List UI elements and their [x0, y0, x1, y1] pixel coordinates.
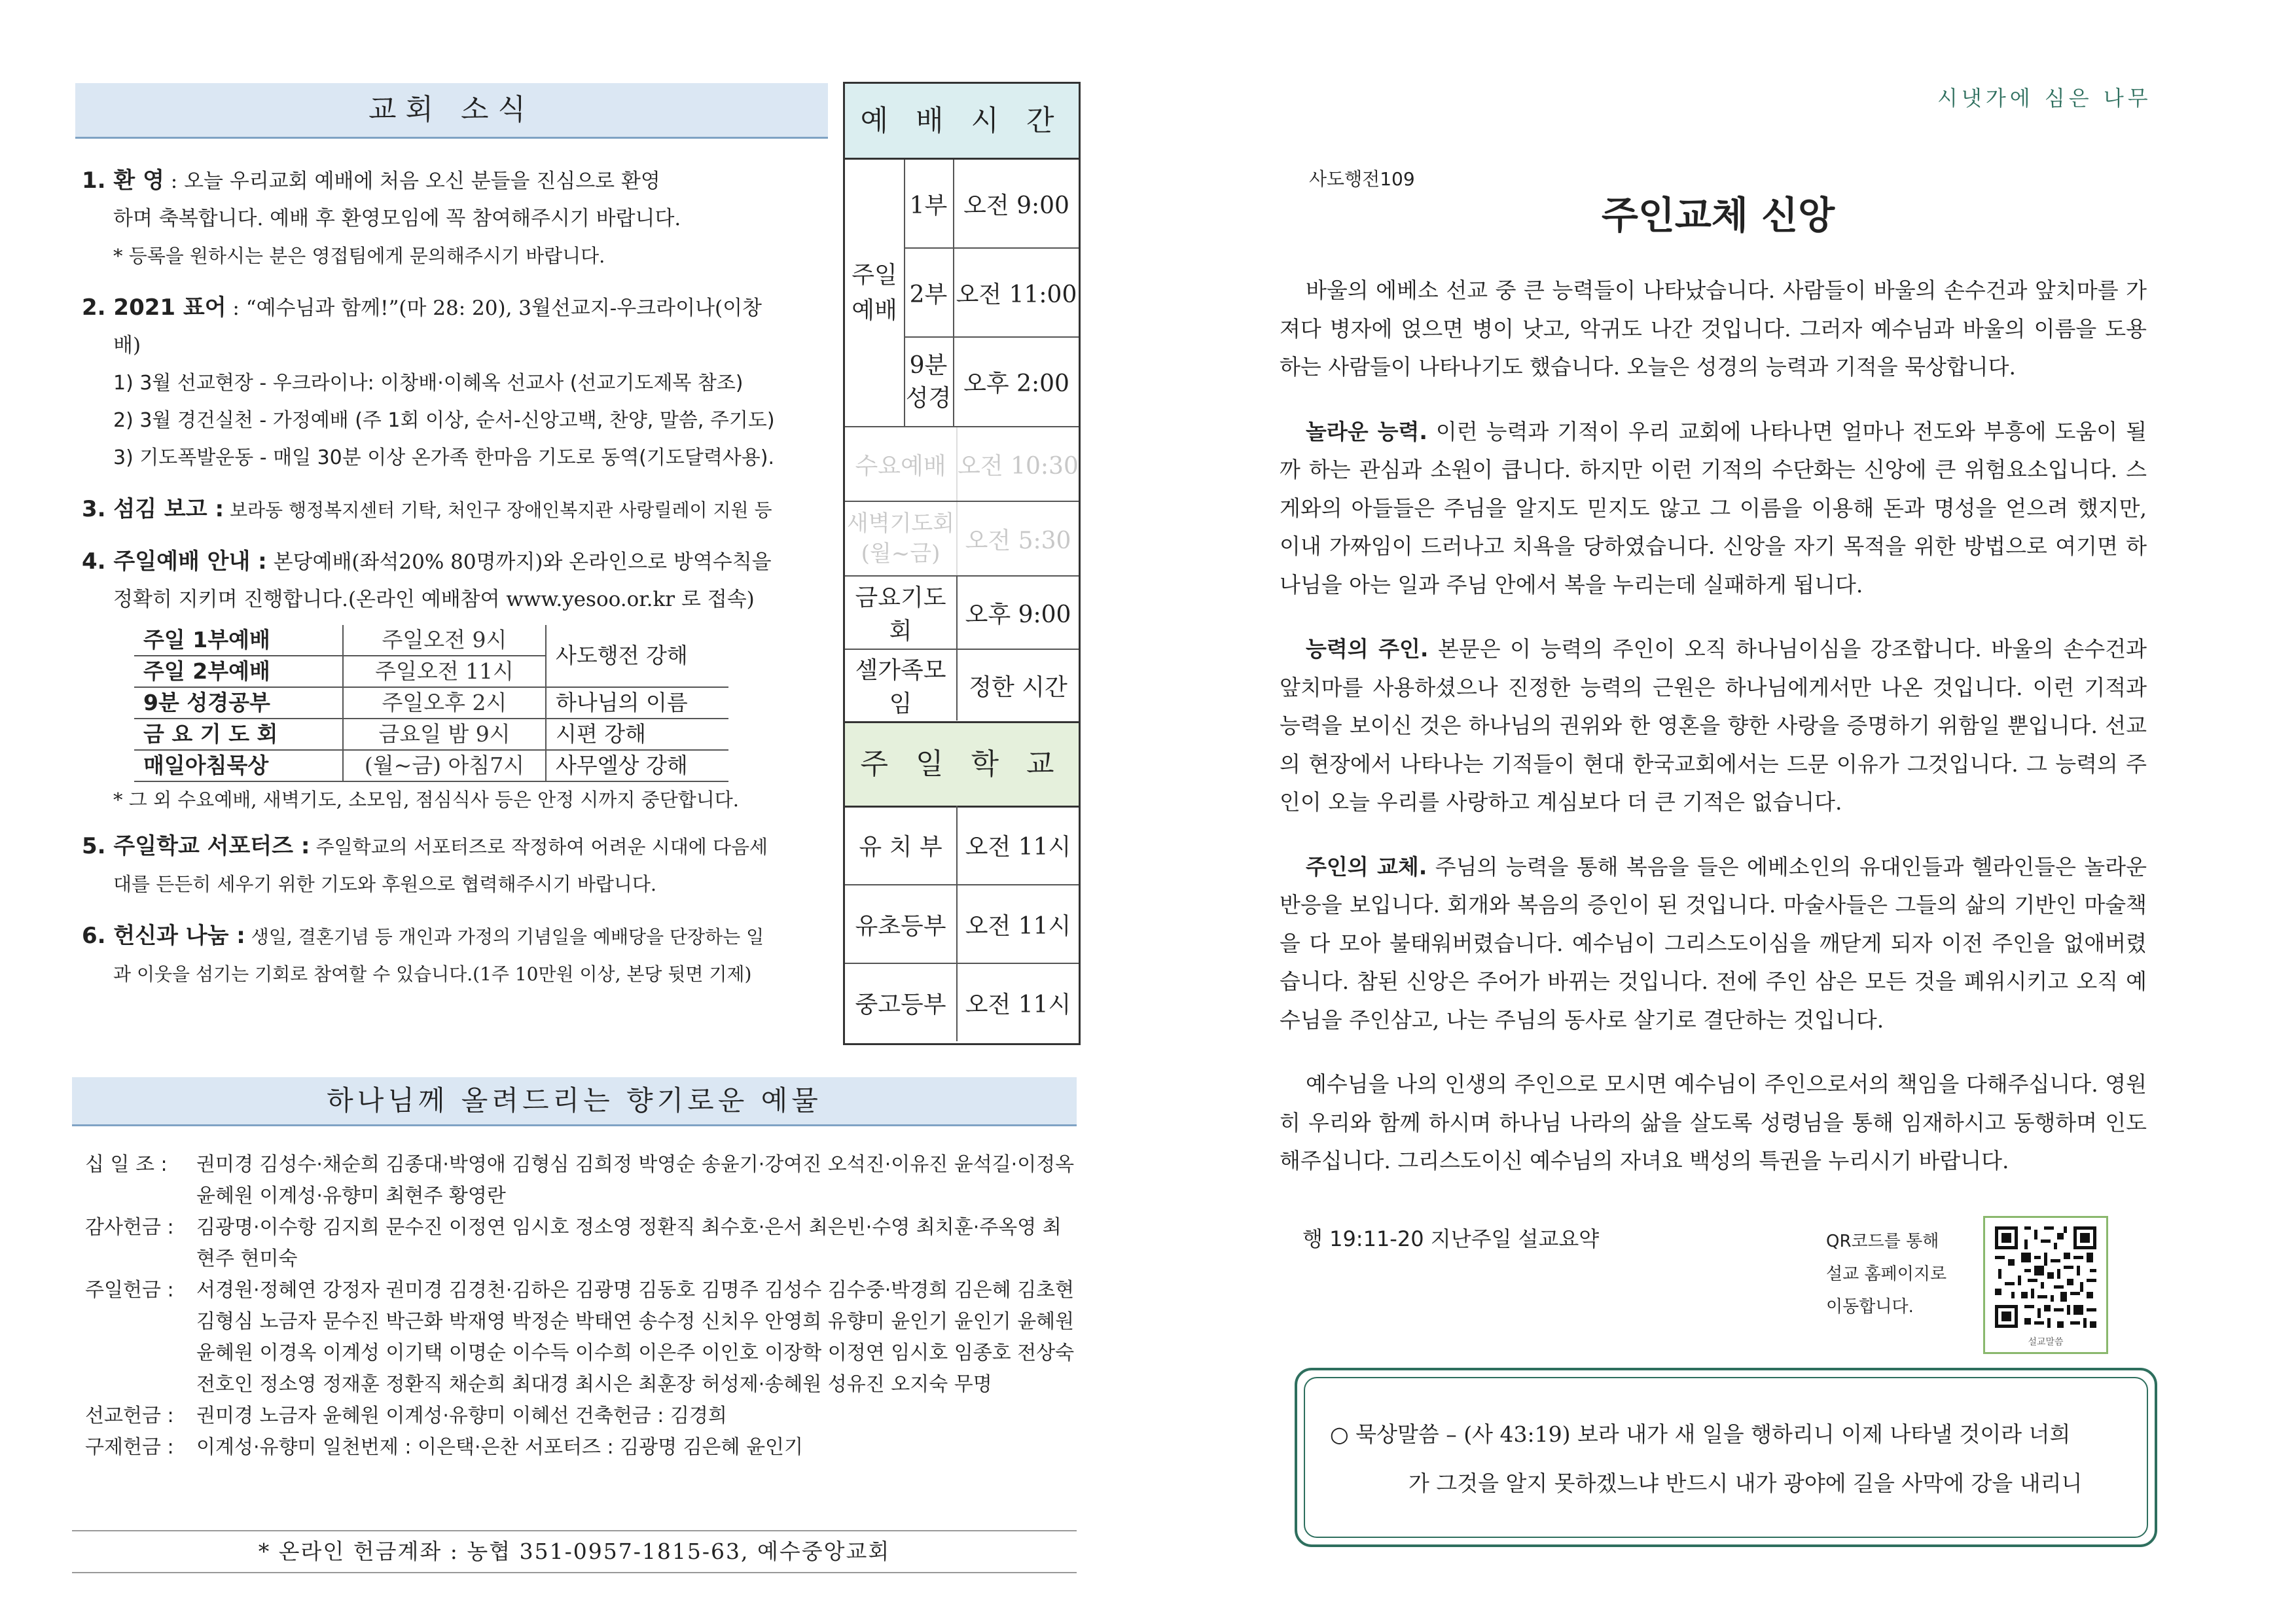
news-item-text: : 오늘 우리교회 예배에 처음 오신 분들을 진심으로 환영	[164, 169, 660, 193]
service-label: 금요기도회	[845, 577, 958, 649]
wednesday-row	[845, 427, 1079, 502]
offering-names: 권미경 노금자 윤혜원 이계성·유향미 이혜선 건축헌금 : 김경희	[196, 1404, 727, 1427]
news-item-note: * 등록을 원하시는 분은 영접팀에게 문의해주시기 바랍니다.	[113, 245, 605, 267]
news-item-heading: 1. 환 영	[82, 168, 164, 194]
offering-row-mission	[85, 1400, 1080, 1432]
schedule-time: 주일오후 2시	[343, 687, 546, 719]
table-row	[134, 719, 728, 750]
school-row-elementary	[845, 885, 1079, 964]
paragraph-lead: 놀라운 능력.	[1306, 418, 1427, 444]
meditation-verse-text	[1330, 1410, 2122, 1508]
offerings-header	[72, 1077, 1077, 1126]
schedule-note: 시편 강해	[546, 719, 728, 750]
service-label: 셀가족모임	[845, 650, 958, 721]
sunday-row-3	[904, 338, 1079, 427]
service-time: 오전 9:00	[963, 192, 1069, 219]
table-row	[134, 750, 728, 781]
news-item-heading: 4. 주일예배 안내 :	[82, 548, 267, 575]
brand-title: 시냇가에 심은 나무	[1937, 86, 2152, 111]
service-time: 오후 2:00	[963, 370, 1069, 397]
worship-schedule-table	[134, 625, 728, 782]
paragraph-lead: 주인의 교체.	[1306, 853, 1427, 880]
sermon-paragraph	[1280, 1065, 2147, 1181]
school-label: 유초등부	[845, 885, 958, 963]
sermon-reference: 사도행전109	[1309, 168, 1415, 190]
sunday-row-2	[904, 249, 1079, 338]
school-row-youth	[845, 964, 1079, 1041]
offering-key: 구제헌금 :	[85, 1436, 174, 1459]
offering-row-tithe	[85, 1149, 1080, 1212]
service-time: 오전 5:30	[965, 527, 1071, 554]
schedule-time: 주일오전 11시	[343, 656, 546, 687]
service-label: 2부	[904, 249, 954, 336]
offering-row-relief	[85, 1432, 1080, 1463]
news-item-continuation: 배)	[113, 334, 141, 357]
sermon-paragraph	[1280, 848, 2147, 1040]
worship-times-panel	[843, 82, 1081, 1045]
qr-caption-line: 설교 홈페이지로	[1826, 1264, 1947, 1284]
news-item-worship-guide	[82, 543, 821, 618]
verse-line: ○ 묵상말씀 – (사 43:19) 보라 내가 새 일을 행하리니 이제 나타낼 것이라 너희	[1330, 1421, 2071, 1447]
service-time: 오후 9:00	[965, 601, 1071, 628]
schedule-time: (월~금) 아침7시	[343, 750, 546, 781]
sermon-title: 주인교체 신앙	[1601, 193, 1835, 238]
sermon-summary-label: 행 19:11-20 지난주일 설교요약	[1302, 1226, 1600, 1251]
friday-prayer-row	[845, 577, 1079, 650]
schedule-note: 사무엘상 강해	[546, 750, 728, 781]
offering-names: 서경원·정혜연 강정자 권미경 김경천·김하은 김광명 김동호 김명주 김성수 김수중·박경희 김은혜 김초현 김형심 노금자 문수진 박근화 박재영 박정순 박태연 송수정 신치우 안영희 유향미 윤인기 윤인기 윤혜원 윤혜원 이경옥 이계성 이기택 이명순 이수득 이수희 이은주 이인호 이장학 이정연 임시호 임종호 전상숙 전호인 정소영 정재훈 정환직 채순희 최대경 최시은 최훈장 허성제·송혜원 성유진 오지숙 무명	[196, 1279, 1075, 1396]
schedule-note: 사도행전 강해	[546, 625, 728, 687]
school-row-kindergarten	[845, 806, 1079, 885]
schedule-note: 하나님의 이름	[546, 687, 728, 719]
service-label: 새벽기도회 (월~금)	[845, 502, 958, 575]
offering-names: 이계성·유향미 일천번제 : 이은택·은찬 서포터즈 : 김광명 김은혜 윤인기	[196, 1436, 804, 1459]
offering-names: 김광명·이수항 김지희 문수진 이정연 임시호 정소영 정환직 최수호·은서 최은빈·수영 최치훈·주옥영 최현주 현미숙	[196, 1216, 1062, 1270]
schedule-time: 금요일 밤 9시	[343, 719, 546, 750]
school-time: 오전 11시	[965, 991, 1071, 1018]
school-time: 오전 11시	[965, 912, 1071, 940]
sermon-paragraph	[1280, 272, 2147, 387]
news-item-motto	[82, 289, 821, 476]
news-item-text: 본당예배(좌석20% 80명까지)와 온라인으로 방역수칙을	[266, 550, 772, 574]
offering-key: 십 일 조 :	[85, 1153, 168, 1176]
school-time: 오전 11시	[965, 833, 1071, 861]
news-item-service-report	[82, 491, 821, 529]
paragraph-text: 주님의 능력을 통해 복음을 들은 에베소인의 유대인들과 헬라인들은 놀라운 반응을 보입니다. 회개와 복음의 증인이 된 것입니다. 마술사들은 그들의 삶의 기반인 마술책을 다 모아 불태워버렸습니다. 예수님이 그리스도이심을 깨닫게 되자 이전 주인을 없애버렸습니다. 참된 신앙은 주어가 바뀌는 것입니다. 전에 주인 삼은 모든 것을 폐위시키고 오직 예수님을 주인삼고, 나는 주님의 동사로 살기로 결단하는 것입니다.	[1280, 853, 2147, 1033]
offering-names: 권미경 김성수·채순희 김종대·박영애 김형심 김희정 박영순 송윤기·강여진 오석진·이유진 윤석길·이정옥 윤혜원 이계성·유향미 최현주 황영란	[196, 1153, 1075, 1207]
schedule-name: 주일 2부예배	[134, 656, 343, 687]
motto-sub-item: 2) 3월 경건실천 - 가정예배 (주 1회 이상, 순서-신앙고백, 찬양, 말씀, 주기도)	[113, 409, 775, 432]
offering-key: 선교헌금 :	[85, 1404, 174, 1427]
offering-row-sunday	[85, 1275, 1080, 1400]
news-item-continuation: 정확히 지키며 진행합니다.(온라인 예배참여 www.yesoo.or.kr 로 접속)	[113, 588, 755, 611]
paragraph-lead: 능력의 주인.	[1306, 636, 1429, 662]
church-news-list	[82, 162, 821, 633]
news-item-text: 보라동 행정복지센터 기탁, 처인구 장애인복지관 사랑릴레이 지원 등	[224, 499, 772, 521]
service-label: 수요예배	[845, 427, 958, 501]
sunday-worship-label: 주일 예배	[852, 261, 897, 324]
meditation-verse-box	[1295, 1368, 2157, 1547]
service-time: 정한 시간	[969, 673, 1067, 701]
cell-meeting-row	[845, 650, 1079, 721]
dawn-prayer-row	[845, 502, 1079, 577]
news-item-supporters	[82, 828, 821, 903]
paragraph-text: 바울의 에베소 선교 중 큰 능력들이 나타났습니다. 사람들이 바울의 손수건과 앞치마를 가져다 병자에 얹으면 병이 낫고, 악귀도 나간 것입니다. 그러자 예수님과 바울의 이름을 도용하는 사람들이 나타나기도 했습니다. 오늘은 성경의 능력과 기적을 묵상합니다.	[1280, 277, 2147, 380]
qr-label: 설교말씀	[2028, 1337, 2064, 1347]
news-item-welcome	[82, 162, 821, 275]
offerings-list	[85, 1149, 1080, 1463]
schedule-name: 금 요 기 도 회	[134, 719, 343, 750]
news-item-continuation: 대를 든든히 세우기 위한 기도와 후원으로 협력해주시기 바랍니다.	[113, 873, 657, 895]
schedule-name: 9분 성경공부	[134, 687, 343, 719]
news-item-heading: 3. 섬김 보고 :	[82, 496, 224, 522]
qr-caption-line: 이동합니다.	[1826, 1297, 1914, 1317]
qr-code-icon	[1992, 1223, 2100, 1331]
sunday-row-1	[904, 160, 1079, 249]
news-item-heading: 6. 헌신과 나눔 :	[82, 923, 245, 949]
table-row	[134, 687, 728, 719]
news-item-continuation: 하며 축복합니다. 예배 후 환영모임에 꼭 참여해주시기 바랍니다.	[113, 207, 681, 230]
news-item-text: : “예수님과 함께!”(마 28: 20), 3월선교지-우크라이나(이창	[226, 296, 762, 320]
service-time: 오전 11:00	[956, 281, 1077, 308]
offering-key: 주일헌금 :	[85, 1279, 174, 1302]
paragraph-text: 이런 능력과 기적이 우리 교회에 나타나면 얼마나 전도와 부흥에 도움이 될까 하는 관심과 소원이 큽니다. 하지만 이런 기적의 수단화는 신앙에 큰 위험요소입니다. 스게와의 아들들은 주님을 알지도 믿지도 않고 그 이름을 이용해 돈과 명성을 얻으려 했지만, 이내 가짜임이 드러나고 치욕을 당하였습니다. 신앙을 자기 목적을 위한 방법으로 여기면 하나님을 아는 일과 주님 안에서 복을 누리는데 실패하게 됩니다.	[1280, 418, 2147, 597]
news-item-text: 생일, 결혼기념 등 개인과 가정의 기념일을 예배당을 단장하는 일	[245, 926, 764, 948]
school-label: 유 치 부	[845, 806, 958, 884]
church-news-title: 교회 소식	[368, 93, 535, 126]
church-news-list-2	[82, 828, 821, 1007]
sermon-body	[1280, 272, 2147, 1207]
service-time: 오전 10:30	[958, 452, 1079, 480]
news-item-text: 주일학교의 서포터즈로 작정하여 어려운 시대에 다음세	[310, 836, 768, 858]
schedule-time: 주일오전 9시	[343, 625, 546, 656]
church-news-header	[75, 83, 828, 139]
offering-row-thanks	[85, 1212, 1080, 1275]
school-label: 중고등부	[845, 964, 958, 1041]
sunday-school-title: 주 일 학 교	[845, 721, 1079, 808]
offering-key: 감사헌금 :	[85, 1216, 174, 1239]
service-label: 9분 성경	[904, 338, 954, 426]
qr-caption-line: QR코드를 통해	[1826, 1232, 1939, 1251]
qr-code-link[interactable]	[1983, 1216, 2108, 1354]
sermon-paragraph	[1280, 413, 2147, 605]
verse-line: 가 그것을 알지 못하겠느냐 반드시 내가 광야에 길을 사막에 강을 내리니	[1408, 1471, 2083, 1496]
sunday-worship-label-cell	[845, 160, 905, 427]
paragraph-text: 예수님을 나의 인생의 주인으로 모시면 예수님이 주인으로서의 책임을 다해주십니다. 영원히 우리와 함께 하시며 하나님 나라의 삶을 살도록 성령님을 통해 임재하시고 동행하며 인도해주십니다. 그리스도이신 예수님의 자녀요 백성의 특권을 누리시기 바랍니다.	[1280, 1071, 2147, 1173]
news-item-dedication	[82, 918, 821, 993]
news-item-continuation: 과 이웃을 섬기는 기회로 참여할 수 있습니다.(1주 10만원 이상, 본당 뒷면 기제)	[113, 963, 752, 985]
table-row	[134, 625, 728, 656]
motto-sub-item: 1) 3월 선교현장 - 우크라이나: 이창배·이혜옥 선교사 (선교기도제목 참조)	[113, 372, 744, 395]
paragraph-text: 본문은 이 능력의 주인이 오직 하나님이심을 강조합니다. 바울의 손수건과 앞치마를 사용하셨으나 진정한 능력의 근원은 하나님에게서만 나온 것입니다. 이런 기적과 능력을 보이신 것은 하나님의 권위와 한 영혼을 향한 사랑을 증명하기 위함일 뿐입니다. 선교의 현장에서 나타나는 기적들이 현대 한국교회에서는 드문 이유가 그것입니다. 그 능력의 주인이 오늘 우리를 사랑하고 계심보다 더 큰 기적은 없습니다.	[1280, 636, 2147, 815]
schedule-note-text: * 그 외 수요예배, 새벽기도, 소모임, 점심식사 등은 안정 시까지 중단합니다.	[113, 789, 739, 811]
sermon-paragraph	[1280, 630, 2147, 822]
worship-times-title: 예 배 시 간	[845, 84, 1079, 160]
qr-caption	[1826, 1225, 1946, 1323]
offerings-title: 하나님께 올려드리는 향기로운 예물	[327, 1084, 822, 1116]
news-item-heading: 2. 2021 표어	[82, 294, 226, 321]
service-label: 1부	[904, 160, 954, 247]
schedule-name: 주일 1부예배	[134, 625, 343, 656]
motto-sub-item: 3) 기도폭발운동 - 매일 30분 이상 온가족 한마음 기도로 동역(기도달력사용).	[113, 446, 774, 469]
online-offering-account: * 온라인 헌금계좌 : 농협 351-0957-1815-63, 예수중앙교회	[72, 1530, 1077, 1573]
schedule-name: 매일아침묵상	[134, 750, 343, 781]
news-item-heading: 5. 주일학교 서포터즈 :	[82, 833, 310, 859]
